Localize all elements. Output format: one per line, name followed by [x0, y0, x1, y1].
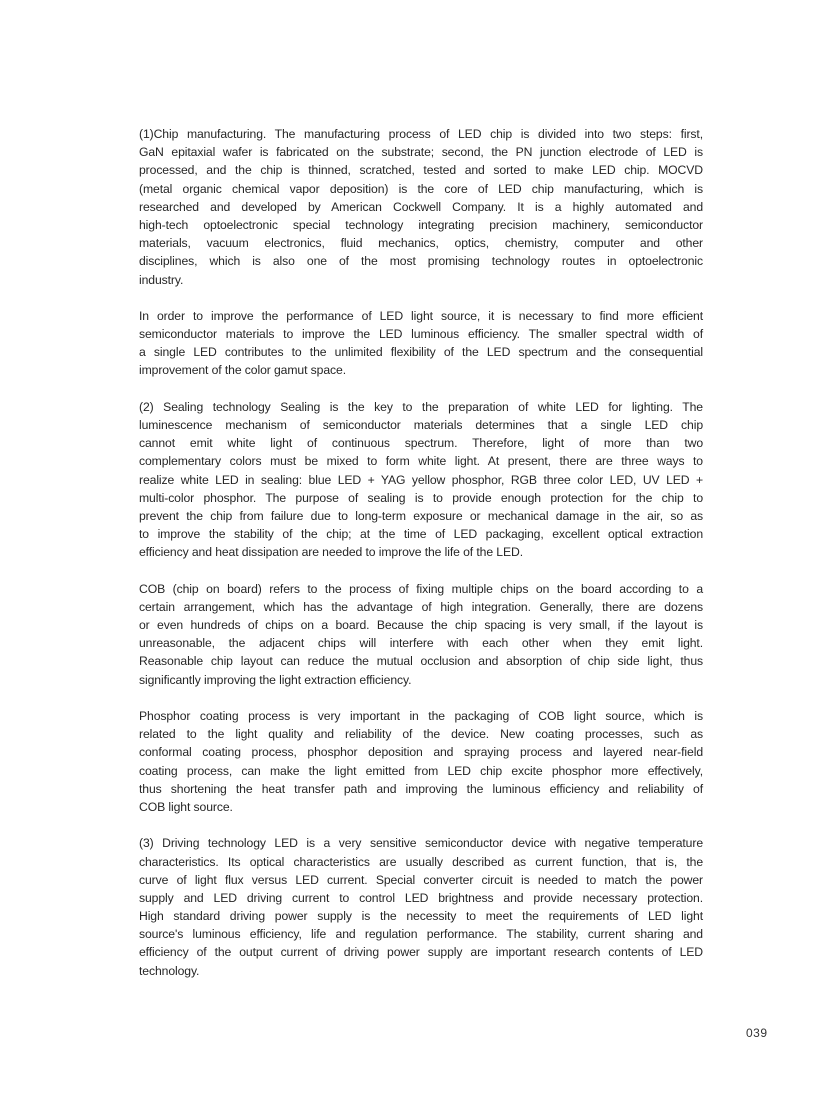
- text-line: a single LED contributes to the unlimited flexibility of the LED spectrum and the consequential: [139, 345, 703, 360]
- text-line: Reasonable chip layout can reduce the mutual occlusion and absorption of chip side light, thus: [139, 654, 703, 669]
- text-line: efficiency and heat dissipation are needed to improve the life of the LED.: [139, 545, 523, 560]
- text-line: prevent the chip from failure due to long-term exposure or mechanical damage in the air, so as: [139, 508, 703, 523]
- text-line: COB (chip on board) refers to the process of fixing multiple chips on the board according to a: [139, 581, 703, 596]
- document-body: [139, 125, 703, 998]
- text-line: conformal coating process, phosphor deposition and spraying process and layered near-field: [139, 745, 703, 760]
- text-line: supply and LED driving current to control LED brightness and provide necessary protection.: [139, 890, 703, 905]
- text-line: (metal organic chemical vapor deposition) is the core of LED chip manufacturing, which is: [139, 181, 703, 196]
- text-line: multi-color phosphor. The purpose of sealing is to provide enough protection for the chip to: [139, 490, 703, 505]
- paragraph: [139, 307, 703, 380]
- text-line: cannot emit white light of continuous spectrum. Therefore, light of more than two: [139, 436, 703, 451]
- text-line: In order to improve the performance of LED light source, it is necessary to find more efficient: [139, 308, 703, 323]
- text-line: materials, vacuum electronics, fluid mechanics, optics, chemistry, computer and other: [139, 236, 703, 251]
- text-line: technology.: [139, 963, 200, 978]
- text-line: significantly improving the light extraction efficiency.: [139, 672, 412, 687]
- text-line: (2) Sealing technology Sealing is the key to the preparation of white LED for lighting. The: [139, 399, 703, 414]
- text-line: or even hundreds of chips on a board. Because the chip spacing is very small, if the layout is: [139, 618, 703, 633]
- text-line: industry.: [139, 272, 184, 287]
- text-line: disciplines, which is also one of the most promising technology routes in optoelectronic: [139, 254, 703, 269]
- page-number: 039: [746, 1026, 768, 1040]
- text-line: high-tech optoelectronic special technology integrating precision machinery, semiconductor: [139, 217, 703, 232]
- text-line: characteristics. Its optical characteristics are usually described as current function, that is, the: [139, 854, 703, 869]
- paragraph: [139, 398, 703, 562]
- text-line: curve of light flux versus LED current. Special converter circuit is needed to match the power: [139, 872, 703, 887]
- text-line: coating process, can make the light emitted from LED chip excite phosphor more effectively,: [139, 763, 703, 778]
- text-line: luminescence mechanism of semiconductor materials determines that a single LED chip: [139, 418, 703, 432]
- text-line: (3) Driving technology LED is a very sensitive semiconductor device with negative temperature: [139, 836, 703, 851]
- text-line: High standard driving power supply is the necessity to meet the requirements of LED light: [139, 909, 703, 924]
- text-line: complementary colors must be mixed to form white light. At present, there are three ways to: [139, 454, 703, 469]
- paragraph: [139, 125, 703, 289]
- text-line: thus shortening the heat transfer path and improving the luminous efficiency and reliability of: [139, 781, 703, 796]
- text-line: improvement of the color gamut space.: [139, 363, 346, 378]
- text-line: realize white LED in sealing: blue LED + YAG yellow phosphor, RGB three color LED, UV LED +: [139, 472, 703, 487]
- text-line: to improve the stability of the chip; at the time of LED packaging, excellent optical extraction: [139, 527, 703, 542]
- text-line: processed, and the chip is thinned, scratched, tested and sorted to make LED chip. MOCVD: [139, 163, 703, 178]
- text-line: semiconductor materials to improve the LED luminous efficiency. The smaller spectral width of: [139, 327, 703, 342]
- text-line: Phosphor coating process is very important in the packaging of COB light source, which is: [139, 709, 703, 723]
- paragraph: [139, 834, 703, 980]
- text-line: certain arrangement, which has the advantage of high integration. Generally, there are dozens: [139, 599, 703, 614]
- text-line: GaN epitaxial wafer is fabricated on the substrate; second, the PN junction electrode of LED is: [139, 145, 703, 160]
- paragraph: [139, 707, 703, 816]
- text-line: researched and developed by American Cockwell Company. It is a highly automated and: [139, 199, 703, 214]
- text-line: efficiency of the output current of driving power supply are important research contents of LED: [139, 945, 703, 960]
- text-line: (1)Chip manufacturing. The manufacturing process of LED chip is divided into two steps: first,: [139, 127, 703, 141]
- text-line: related to the light quality and reliability of the device. New coating processes, such as: [139, 727, 703, 742]
- text-line: unreasonable, the adjacent chips will interfere with each other when they emit light.: [139, 636, 703, 651]
- paragraph: [139, 580, 703, 689]
- text-line: COB light source.: [139, 799, 233, 814]
- text-line: source's luminous efficiency, life and regulation performance. The stability, current sharing and: [139, 927, 703, 942]
